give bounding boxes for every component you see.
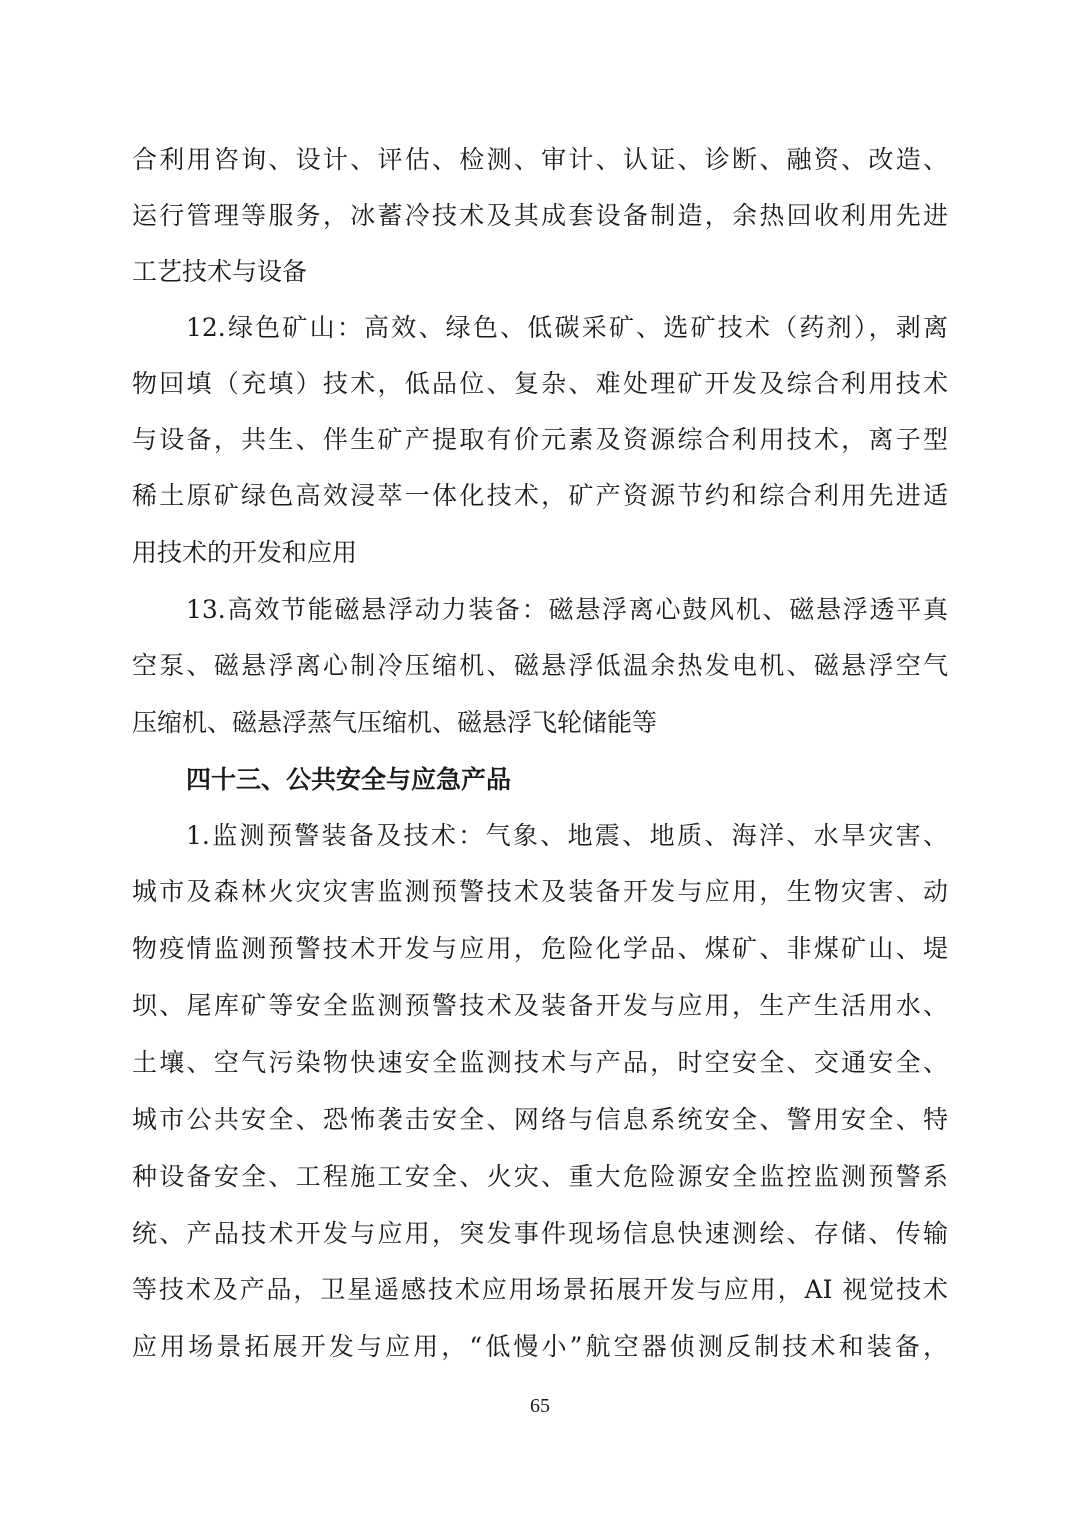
body-text-line: 坝、尾库矿等安全监测预警技术及装备开发与应用，生产生活用水、 — [132, 991, 948, 1020]
body-text-line: 物回填（充填）技术，低品位、复杂、难处理矿开发及综合利用技术 — [132, 369, 948, 398]
body-text-line: 统、产品技术开发与应用，突发事件现场信息快速测绘、存储、传输 — [132, 1219, 948, 1248]
body-text-line: 压缩机、磁悬浮蒸气压缩机、磁悬浮飞轮储能等 — [132, 708, 658, 737]
body-text-line: 工艺技术与设备 — [132, 257, 308, 286]
body-text-line: 用技术的开发和应用 — [132, 538, 358, 567]
paragraph-12-first-line: 12.绿色矿山：高效、绿色、低碳采矿、选矿技术（药剂），剥离 — [186, 313, 948, 342]
section-heading: 四十三、公共安全与应急产品 — [186, 765, 512, 794]
body-text-line: 物疫情监测预警技术开发与应用，危险化学品、煤矿、非煤矿山、堤 — [132, 934, 948, 963]
page-number: 65 — [530, 1395, 550, 1417]
body-text-line: 等技术及产品，卫星遥感技术应用场景拓展开发与应用，AI 视觉技术 — [132, 1275, 948, 1304]
body-text-line: 空泵、磁悬浮离心制冷压缩机、磁悬浮低温余热发电机、磁悬浮空气 — [132, 651, 948, 680]
paragraph-13-first-line: 13.高效节能磁悬浮动力装备：磁悬浮离心鼓风机、磁悬浮透平真 — [186, 595, 948, 624]
body-text-line: 运行管理等服务，冰蓄冷技术及其成套设备制造，余热回收利用先进 — [132, 201, 948, 230]
paragraph-1-first-line: 1.监测预警装备及技术：气象、地震、地质、海洋、水旱灾害、 — [186, 821, 948, 850]
body-text-line: 土壤、空气污染物快速安全监测技术与产品，时空安全、交通安全、 — [132, 1048, 948, 1077]
body-text-line: 应用场景拓展开发与应用，“低慢小”航空器侦测反制技术和装备， — [132, 1332, 948, 1361]
body-text-line: 稀土原矿绿色高效浸萃一体化技术，矿产资源节约和综合利用先进适 — [132, 481, 948, 510]
body-text-line: 与设备，共生、伴生矿产提取有价元素及资源综合利用技术，离子型 — [132, 425, 948, 454]
body-text-line: 种设备安全、工程施工安全、火灾、重大危险源安全监控监测预警系 — [132, 1162, 948, 1191]
body-text-line: 合利用咨询、设计、评估、检测、审计、认证、诊断、融资、改造、 — [132, 145, 948, 174]
body-text-line: 城市及森林火灾灾害监测预警技术及装备开发与应用，生物灾害、动 — [132, 877, 948, 906]
body-text-line: 城市公共安全、恐怖袭击安全、网络与信息系统安全、警用安全、特 — [132, 1105, 948, 1134]
